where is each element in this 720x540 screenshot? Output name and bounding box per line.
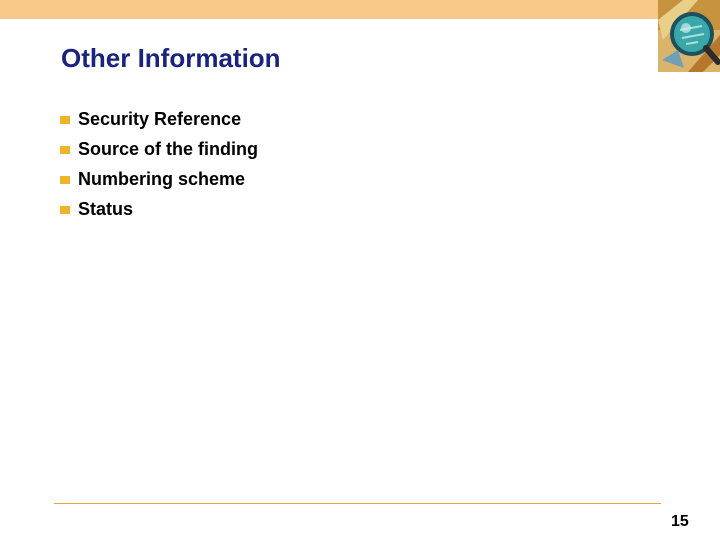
- footer-divider: [54, 503, 661, 504]
- square-bullet-icon: [60, 146, 70, 154]
- list-item: [60, 164, 258, 194]
- square-bullet-icon: [60, 206, 70, 214]
- list-item: [60, 194, 258, 224]
- bullet-text: Security Reference: [78, 108, 242, 129]
- list-item: [60, 134, 258, 164]
- magnifier-photo-icon: [658, 0, 720, 72]
- bullet-text: Source of the finding: [78, 138, 258, 159]
- slide-title: Other Information: [61, 43, 281, 73]
- bullet-text: Numbering scheme: [78, 168, 246, 189]
- square-bullet-icon: [60, 116, 70, 124]
- top-accent-band: [0, 0, 660, 19]
- list-item: [60, 104, 258, 134]
- page-number: 15: [671, 513, 689, 530]
- square-bullet-icon: [60, 176, 70, 184]
- bullet-list: [60, 104, 258, 224]
- bullet-text: Status: [78, 198, 134, 219]
